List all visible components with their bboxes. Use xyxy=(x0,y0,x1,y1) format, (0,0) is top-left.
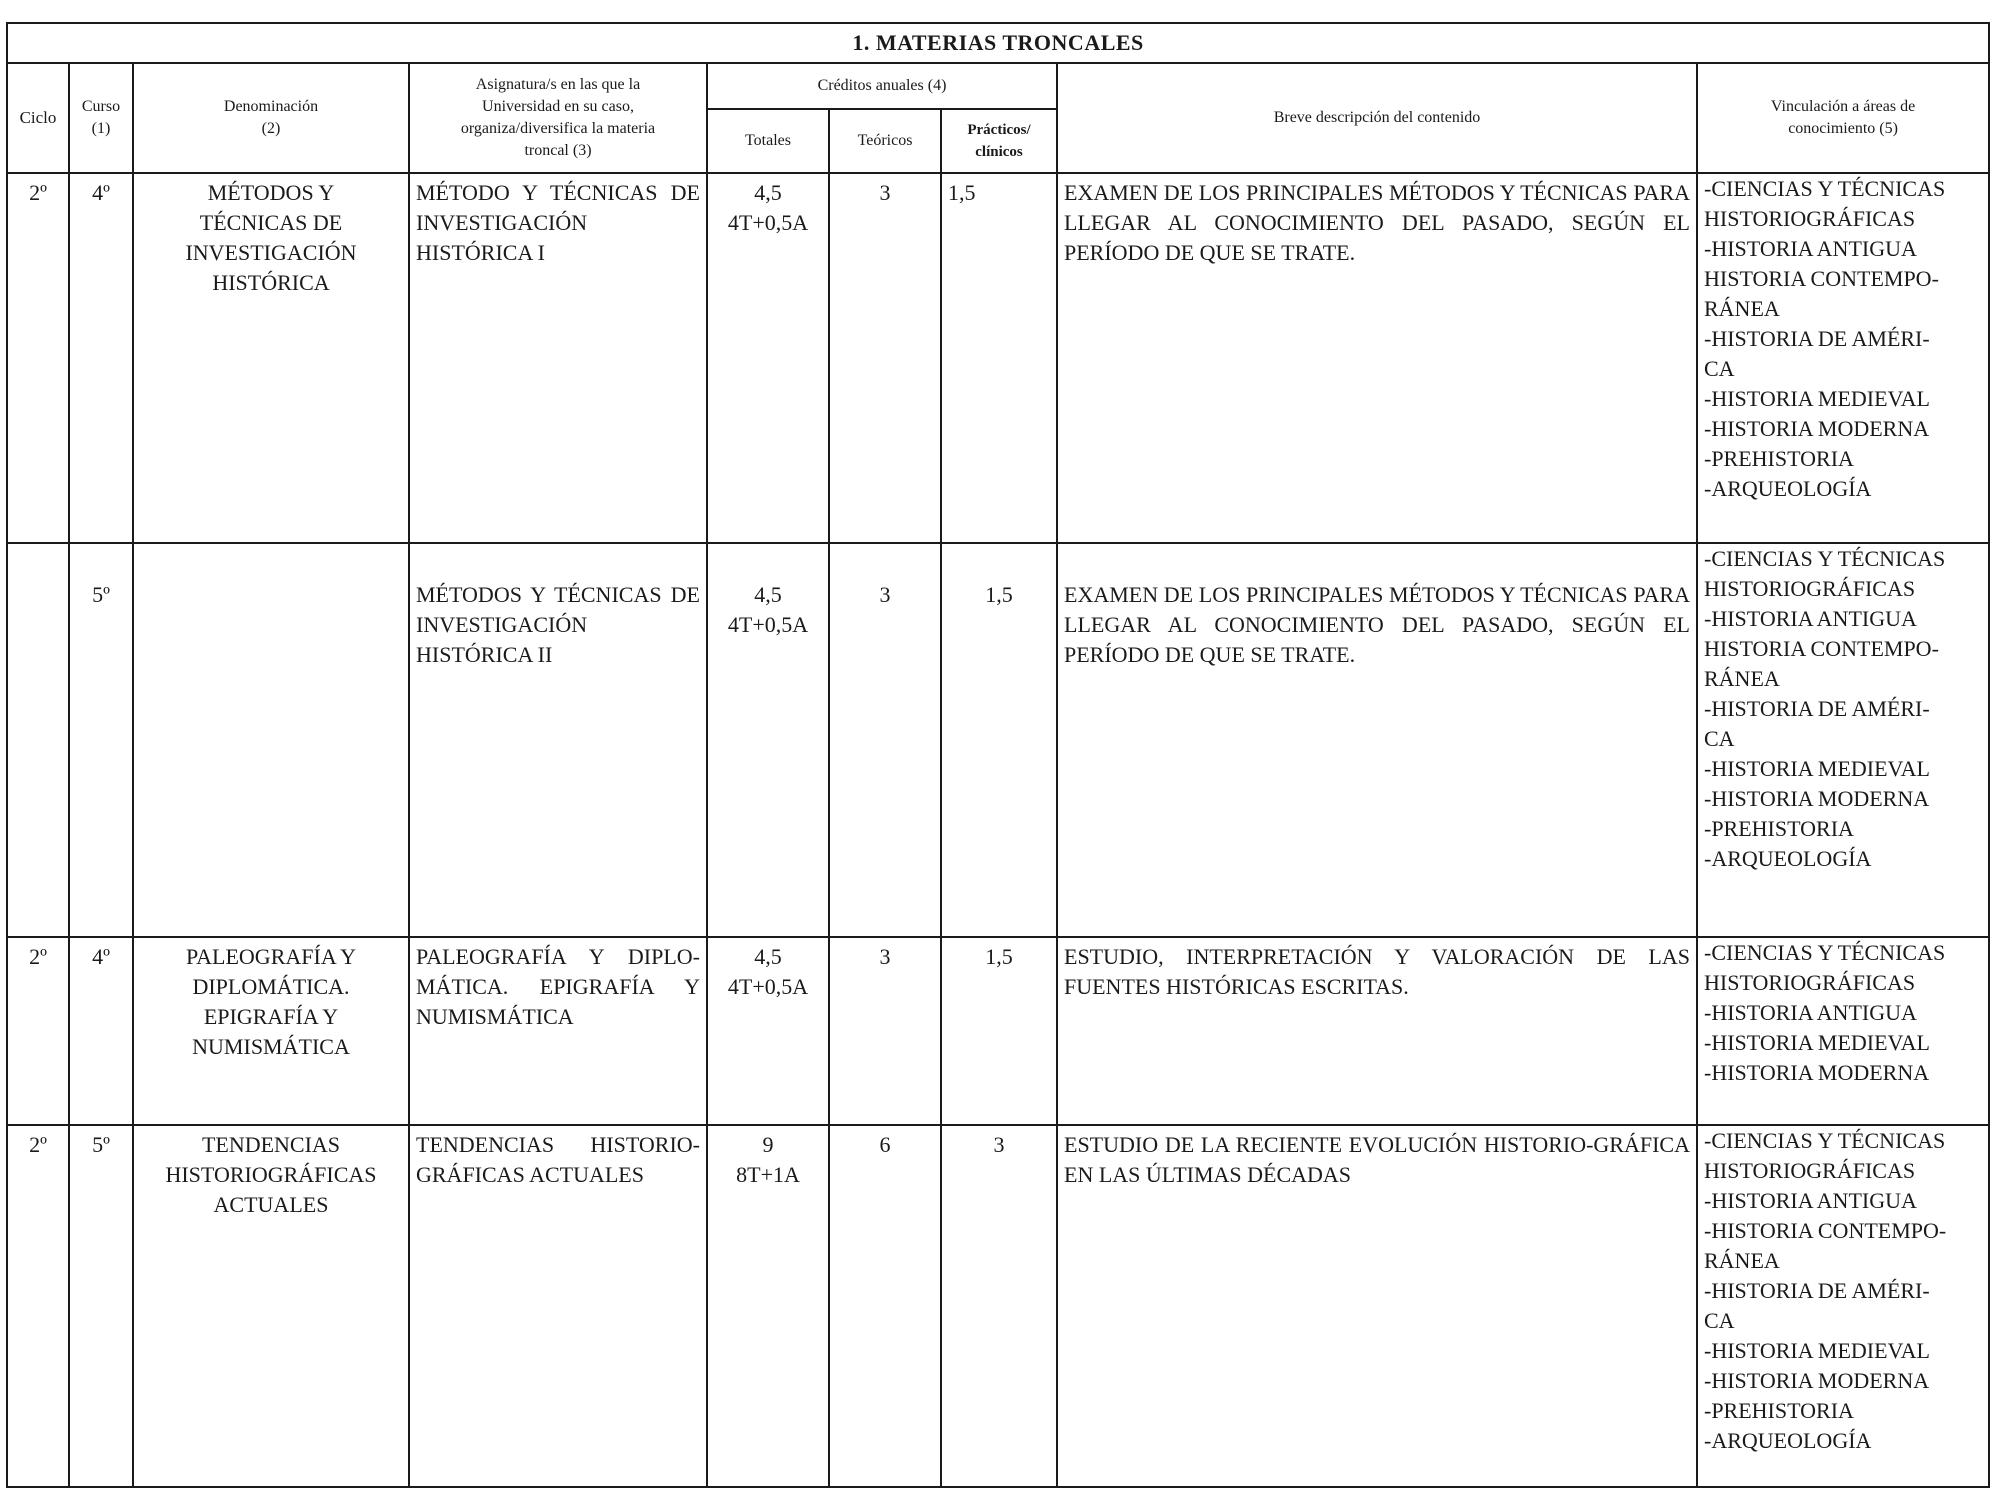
area-line: -HISTORIA DE AMÉRI- xyxy=(1704,1278,1930,1303)
cell-ciclo: 2º xyxy=(7,173,69,543)
cell-curso: 4º xyxy=(69,173,133,543)
area-line: HISTORIOGRÁFICAS xyxy=(1704,206,1916,231)
cell-ciclo xyxy=(7,543,69,937)
materias-troncales-sheet xyxy=(6,22,1988,1458)
area-line: CA xyxy=(1704,356,1735,381)
cell-teoricos: 6 xyxy=(829,1125,941,1487)
area-line: HISTORIOGRÁFICAS xyxy=(1704,576,1916,601)
area-line: CA xyxy=(1704,726,1735,751)
header-vinculacion-line: Vinculación a áreas de xyxy=(1770,98,1916,115)
area-line: -CIENCIAS Y TÉCNICAS xyxy=(1704,176,1946,201)
area-line: -PREHISTORIA xyxy=(1704,1398,1854,1423)
area-line: -ARQUEOLOGÍA xyxy=(1704,846,1872,871)
cell-practicos: 3 xyxy=(941,1125,1057,1487)
totales-value: 4,5 xyxy=(754,180,782,205)
area-line: -HISTORIA DE AMÉRI- xyxy=(1704,696,1930,721)
area-line: HISTORIOGRÁFICAS xyxy=(1704,1158,1916,1183)
denominacion-line: INVESTIGACIÓN xyxy=(185,240,357,265)
cell-asignatura: MÉTODO Y TÉCNICAS DE INVESTIGACIÓN HISTÓRICA I xyxy=(409,173,707,543)
cell-descripcion: ESTUDIO DE LA RECIENTE EVOLUCIÓN HISTORIO-GRÁFICA EN LAS ÚLTIMAS DÉCADAS xyxy=(1057,1125,1697,1487)
header-denominacion-note: (2) xyxy=(261,120,281,137)
header-ciclo: Ciclo xyxy=(7,63,69,173)
header-asignatura-line: Asignatura/s en las que la xyxy=(475,76,641,93)
area-line: -PREHISTORIA xyxy=(1704,816,1854,841)
totales-breakdown: 8T+1A xyxy=(736,1162,800,1187)
header-curso-label: Curso xyxy=(81,98,121,115)
cell-descripcion: EXAMEN DE LOS PRINCIPALES MÉTODOS Y TÉCNICAS PARA LLEGAR AL CONOCIMIENTO DEL PASADO, SEGÚN EL PERÍODO DE QUE SE TRATE. xyxy=(1057,543,1697,937)
header-asignatura-line: organiza/diversifica la materia xyxy=(460,120,656,137)
denominacion-line: MÉTODOS Y xyxy=(207,180,335,205)
cell-ciclo: 2º xyxy=(7,1125,69,1487)
cell-totales xyxy=(707,173,829,543)
cell-totales xyxy=(707,937,829,1125)
area-line: HISTORIA CONTEMPO- xyxy=(1704,266,1939,291)
header-asignatura-line: troncal (3) xyxy=(524,142,592,159)
header-asignatura xyxy=(409,63,707,173)
cell-teoricos: 3 xyxy=(829,937,941,1125)
cell-totales xyxy=(707,1125,829,1487)
header-vinculacion-line: conocimiento (5) xyxy=(1788,120,1898,137)
area-line: RÁNEA xyxy=(1704,1248,1780,1273)
area-line: -HISTORIA ANTIGUA xyxy=(1704,236,1917,261)
header-denominacion xyxy=(133,63,409,173)
table-row xyxy=(7,543,1989,937)
cell-practicos: 1,5 xyxy=(941,937,1057,1125)
area-line: HISTORIOGRÁFICAS xyxy=(1704,970,1916,995)
area-line: RÁNEA xyxy=(1704,666,1780,691)
denominacion-line: HISTORIOGRÁFICAS xyxy=(165,1162,377,1187)
denominacion-line: TENDENCIAS xyxy=(201,1132,341,1157)
denominacion-line: NUMISMÁTICA xyxy=(192,1034,350,1059)
area-line: -ARQUEOLOGÍA xyxy=(1704,476,1872,501)
cell-denominacion xyxy=(133,173,409,543)
area-line: -HISTORIA ANTIGUA xyxy=(1704,606,1917,631)
denominacion-line: ACTUALES xyxy=(213,1192,329,1217)
area-line: -PREHISTORIA xyxy=(1704,446,1854,471)
cell-curso: 5º xyxy=(69,543,133,937)
cell-teoricos: 3 xyxy=(829,173,941,543)
header-curso xyxy=(69,63,133,173)
totales-breakdown: 4T+0,5A xyxy=(727,612,809,637)
header-creditos: Créditos anuales (4) xyxy=(707,63,1057,109)
totales-breakdown: 4T+0,5A xyxy=(727,210,809,235)
cell-asignatura: TENDENCIAS HISTORIO-GRÁFICAS ACTUALES xyxy=(409,1125,707,1487)
area-line: -HISTORIA MEDIEVAL xyxy=(1704,1030,1930,1055)
area-line: CA xyxy=(1704,1308,1735,1333)
cell-areas xyxy=(1697,1125,1989,1487)
area-line: -HISTORIA MODERNA xyxy=(1704,786,1930,811)
cell-curso: 4º xyxy=(69,937,133,1125)
header-curso-note: (1) xyxy=(91,120,111,137)
cell-areas xyxy=(1697,173,1989,543)
header-denominacion-label: Denominación xyxy=(223,98,319,115)
denominacion-line: DIPLOMÁTICA. xyxy=(192,974,350,999)
table-title: 1. MATERIAS TRONCALES xyxy=(7,23,1989,63)
area-line: -HISTORIA MEDIEVAL xyxy=(1704,756,1930,781)
cell-denominacion xyxy=(133,1125,409,1487)
header-vinculacion xyxy=(1697,63,1989,173)
cell-denominacion xyxy=(133,937,409,1125)
area-line: -HISTORIA MEDIEVAL xyxy=(1704,1338,1930,1363)
area-line: -CIENCIAS Y TÉCNICAS xyxy=(1704,1128,1946,1153)
header-practicos xyxy=(941,109,1057,173)
header-asignatura-line: Universidad en su caso, xyxy=(482,98,634,115)
area-line: -HISTORIA DE AMÉRI- xyxy=(1704,326,1930,351)
cell-asignatura: MÉTODOS Y TÉCNICAS DE INVESTIGACIÓN HISTÓRICA II xyxy=(409,543,707,937)
area-line: -HISTORIA ANTIGUA xyxy=(1704,1188,1917,1213)
cell-practicos: 1,5 xyxy=(941,543,1057,937)
header-totales: Totales xyxy=(707,109,829,173)
table-row xyxy=(7,1125,1989,1487)
cell-descripcion: EXAMEN DE LOS PRINCIPALES MÉTODOS Y TÉCNICAS PARA LLEGAR AL CONOCIMIENTO DEL PASADO, SEGÚN EL PERÍODO DE QUE SE TRATE. xyxy=(1057,173,1697,543)
area-line: -HISTORIA ANTIGUA xyxy=(1704,1000,1917,1025)
denominacion-line: PALEOGRAFÍA Y xyxy=(185,944,357,969)
cell-ciclo: 2º xyxy=(7,937,69,1125)
cell-practicos: 1,5 xyxy=(941,173,1057,543)
cell-areas xyxy=(1697,543,1989,937)
area-line: RÁNEA xyxy=(1704,296,1780,321)
area-line: -HISTORIA MODERNA xyxy=(1704,1060,1930,1085)
area-line: -HISTORIA CONTEMPO- xyxy=(1704,1218,1947,1243)
cell-denominacion xyxy=(133,543,409,937)
area-line: -CIENCIAS Y TÉCNICAS xyxy=(1704,546,1946,571)
header-descripcion: Breve descripción del contenido xyxy=(1057,63,1697,173)
denominacion-line: HISTÓRICA xyxy=(212,270,330,295)
cell-asignatura: PALEOGRAFÍA Y DIPLO-MÁTICA. EPIGRAFÍA Y NUMISMÁTICA xyxy=(409,937,707,1125)
area-line: -ARQUEOLOGÍA xyxy=(1704,1428,1872,1453)
cell-descripcion: ESTUDIO, INTERPRETACIÓN Y VALORACIÓN DE LAS FUENTES HISTÓRICAS ESCRITAS. xyxy=(1057,937,1697,1125)
materias-table xyxy=(6,22,1990,1488)
table-row xyxy=(7,173,1989,543)
totales-value: 4,5 xyxy=(754,944,782,969)
area-line: -HISTORIA MODERNA xyxy=(1704,1368,1930,1393)
area-line: -CIENCIAS Y TÉCNICAS xyxy=(1704,940,1946,965)
cell-totales xyxy=(707,543,829,937)
denominacion-line: TÉCNICAS DE xyxy=(199,210,343,235)
header-practicos-line1: Prácticos/ xyxy=(967,122,1031,138)
denominacion-line: EPIGRAFÍA Y xyxy=(203,1004,339,1029)
area-line: -HISTORIA MEDIEVAL xyxy=(1704,386,1930,411)
totales-breakdown: 4T+0,5A xyxy=(727,974,809,999)
totales-value: 4,5 xyxy=(754,582,782,607)
header-teoricos: Teóricos xyxy=(829,109,941,173)
cell-areas xyxy=(1697,937,1989,1125)
cell-teoricos: 3 xyxy=(829,543,941,937)
totales-value: 9 xyxy=(762,1132,774,1157)
header-practicos-line2: clínicos xyxy=(975,144,1023,160)
table-row xyxy=(7,937,1989,1125)
area-line: HISTORIA CONTEMPO- xyxy=(1704,636,1939,661)
area-line: -HISTORIA MODERNA xyxy=(1704,416,1930,441)
cell-curso: 5º xyxy=(69,1125,133,1487)
